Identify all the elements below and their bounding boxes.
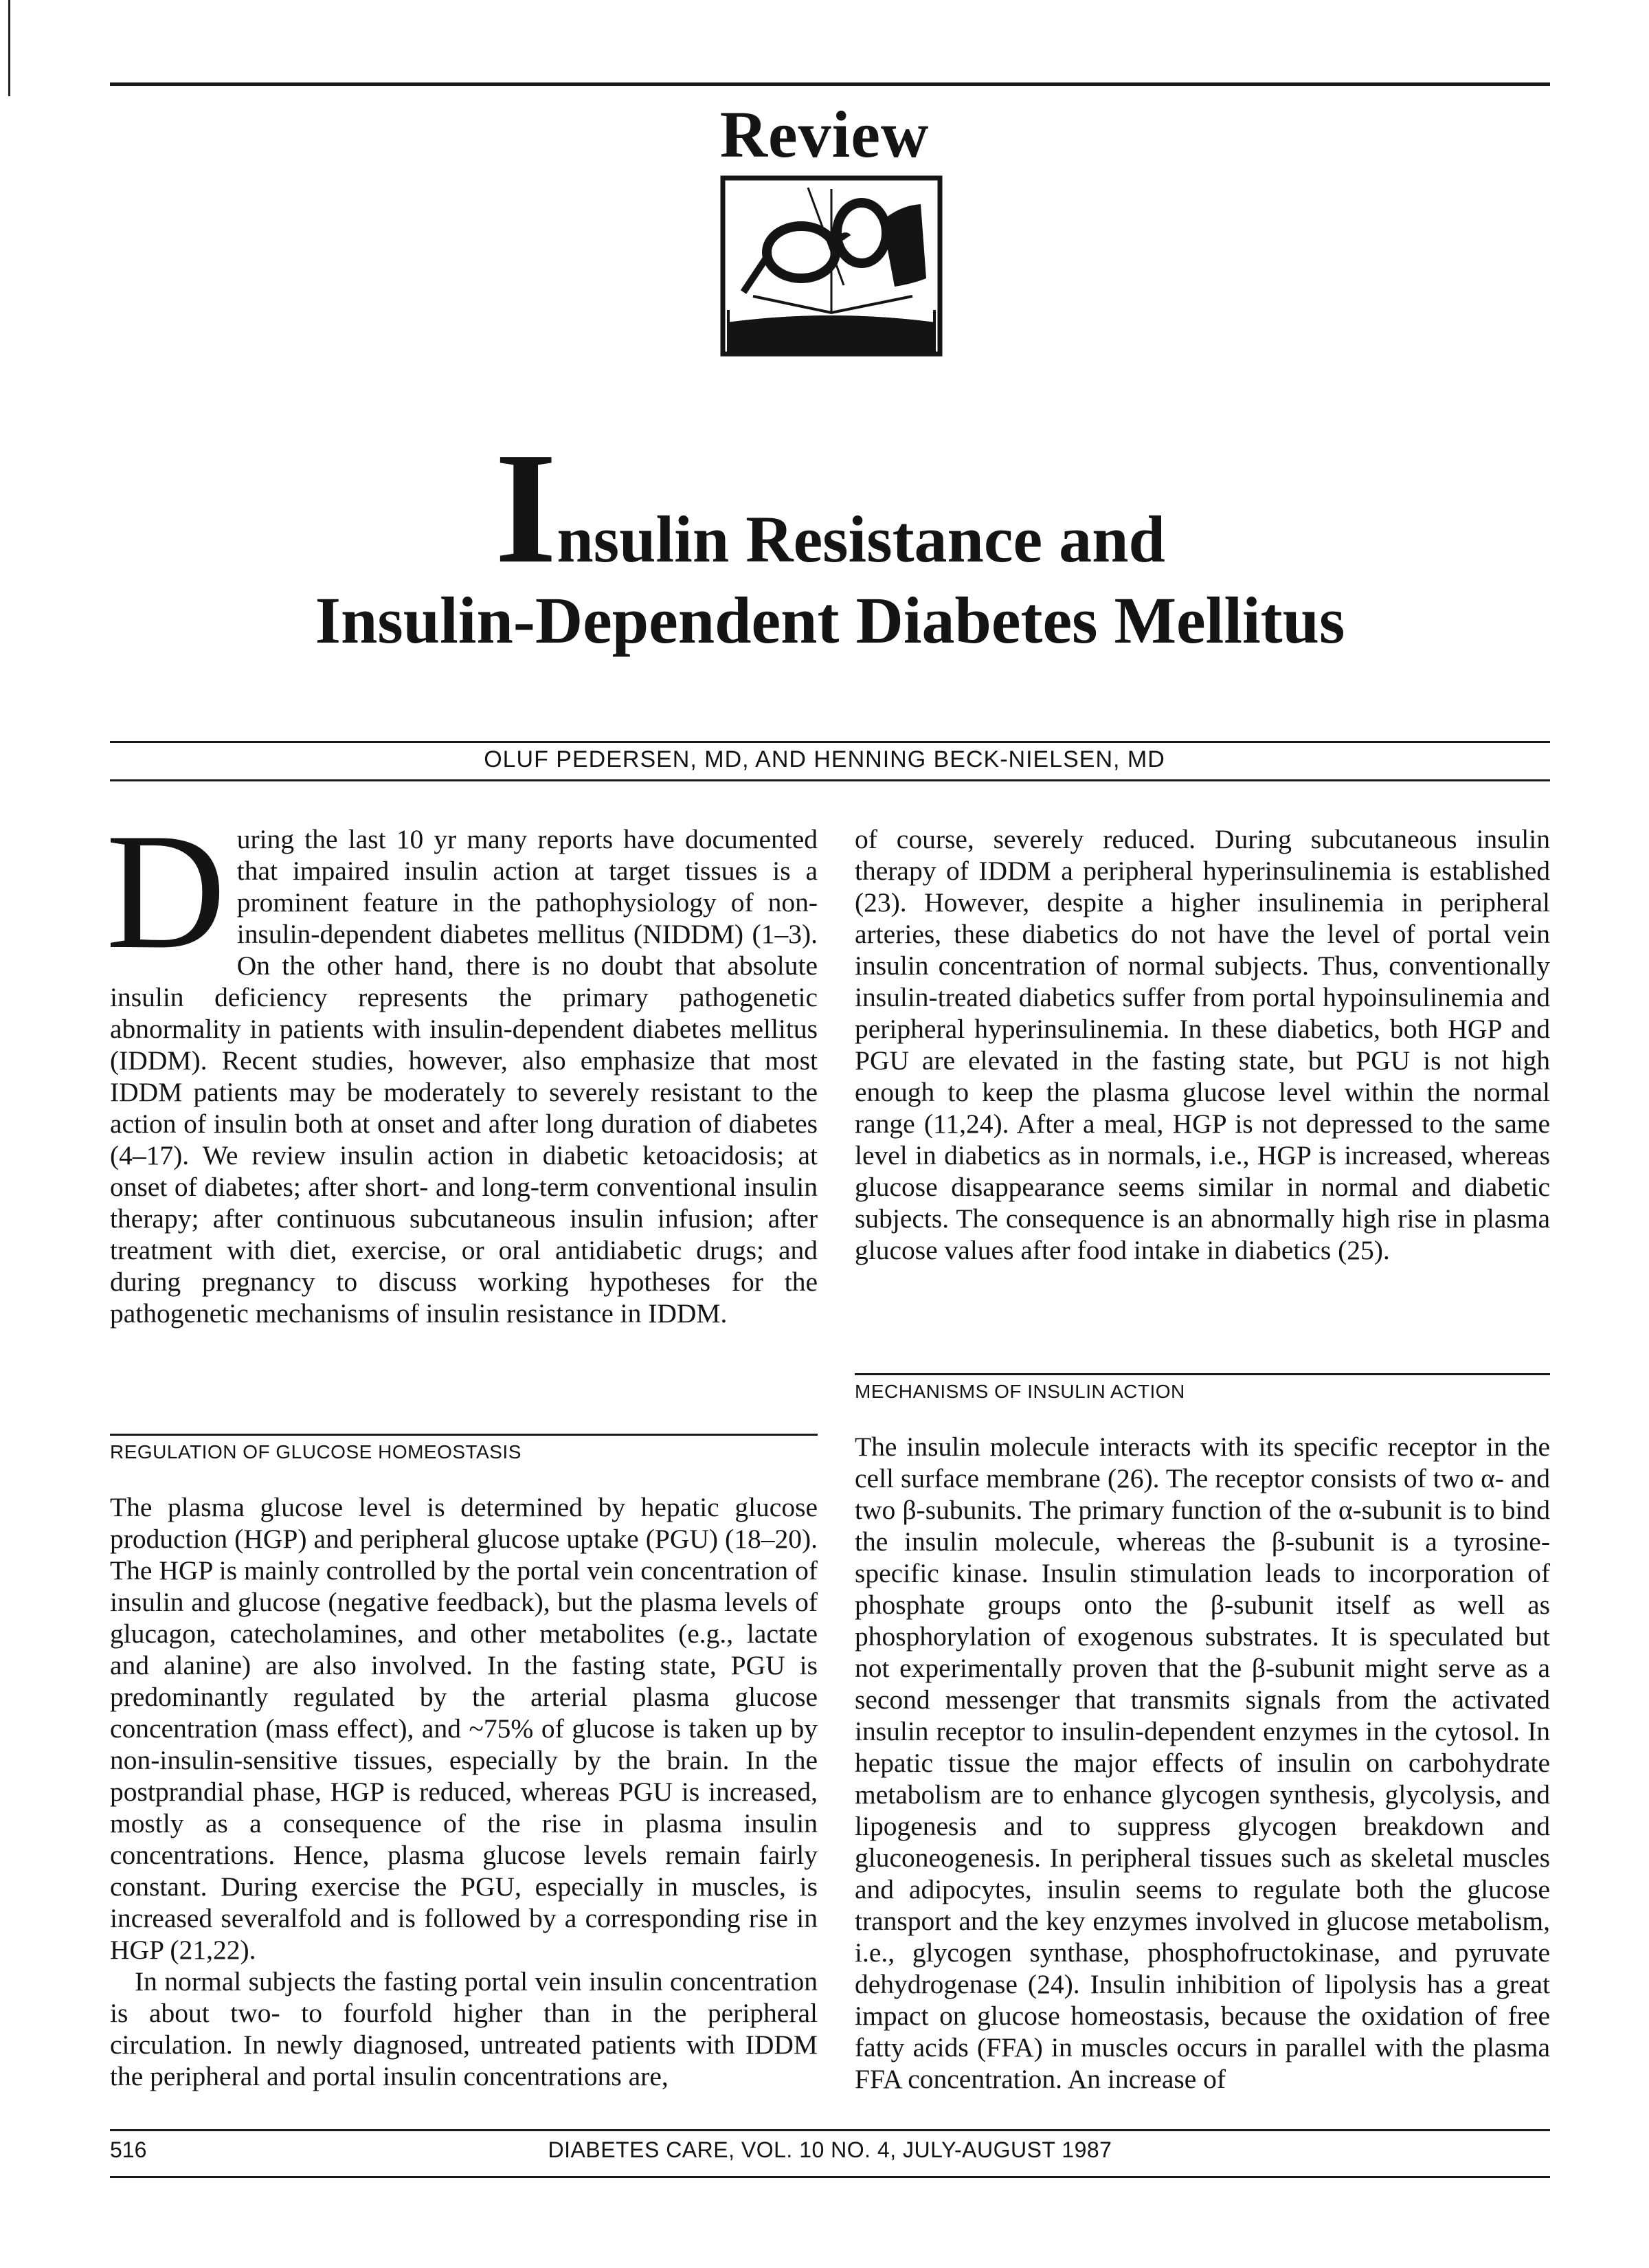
drop-cap: D <box>106 799 226 983</box>
author-list: OLUF PEDERSEN, MD, AND HENNING BECK-NIELSEN, MD <box>484 746 1165 772</box>
section-label: Review <box>719 98 930 171</box>
section-body-insulin-action <box>855 1431 1550 2095</box>
review-emblem-icon <box>720 175 943 357</box>
authors-top-rule <box>110 741 1550 743</box>
paragraph: The insulin molecule interacts with its specific receptor in the cell surface membrane (26). The receptor consists of two α- and two β-subunits. The primary function of the α-subunit is to bind the insulin molecule, whereas the β-subunit is a tyrosine-specific kinase. Insulin stimulation leads to incorporation of phosphate groups onto the β-subunit itself as well as phosphorylation of exogenous substrates. It is speculated but not experimentally proven that the β-subunit might serve as a second messenger that transmits signals from the activated insulin receptor to insulin-dependent enzymes in the cytosol. In hepatic tissue the major effects of insulin on carbohydrate metabolism are to enhance glycogen synthesis, glycolysis, and lipogenesis and to suppress glycogen breakdown and gluconeogenesis. In peripheral tissues such as skeletal muscles and adipocytes, insulin seems to regulate both the glucose transport and the key enzymes involved in glucose metabolism, i.e., glycogen synthase, phosphofructokinase, and pyruvate dehydrogenase (24). Insulin inhibition of lipolysis has a great impact on glucose homeostasis, because the oxidation of free fatty acids (FFA) in muscles occurs in parallel with the plasma FFA concentration. An increase of <box>855 1432 1550 2094</box>
title-line-1: nsulin Resistance and <box>557 502 1165 576</box>
article-title <box>110 420 1550 661</box>
section-heading-glucose-homeostasis: REGULATION OF GLUCOSE HOMEOSTASIS <box>110 1434 818 1463</box>
authors-bottom-rule <box>110 779 1550 781</box>
right-column-continuation <box>855 823 1550 1266</box>
footer-top-rule <box>110 2129 1550 2131</box>
intro-paragraph <box>106 799 818 1329</box>
title-initial: I <box>495 420 557 597</box>
continuation-text: of course, severely reduced. During subcutaneous insulin therapy of IDDM a peripheral hyperinsulinemia is established (23). However, despite a higher insulinemia in peripheral arteries, these diabetics do not have the level of portal vein insulin concentration of normal subjects. Thus, conventionally insulin-treated diabetics suffer from portal hypoinsulinemia and peripheral hyperinsulinemia. In these diabetics, both HGP and PGU are elevated in the fasting state, but PGU is not high enough to keep the plasma glucose level within the normal range (11,24). After a meal, HGP is not depressed to the same level in diabetics as in normals, i.e., HGP is increased, whereas glucose disappearance seems similar in normal and diabetic subjects. The consequence is an abnormally high rise in plasma glucose values after food intake in diabetics (25). <box>855 824 1550 1265</box>
scan-edge-mark <box>8 0 10 96</box>
paragraph: The plasma glucose level is determined by hepatic glucose production (HGP) and peripheral glucose uptake (PGU) (18–20). The HGP is mainly controlled by the portal vein concentration of insulin and glucose (negative feedback), but the plasma levels of glucagon, catecholamines, and other metabolites (e.g., lactate and alanine) are also involved. In the fasting state, PGU is predominantly regulated by the arterial plasma glucose concentration (mass effect), and ~75% of glucose is taken up by non-insulin-sensitive tissues, especially by the brain. In the postprandial phase, HGP is reduced, whereas PGU is increased, mostly as a consequence of the rise in plasma insulin concentrations. Hence, plasma glucose levels remain fairly constant. During exercise the PGU, especially in muscles, is increased severalfold and is followed by a corresponding rise in HGP (21,22). <box>110 1492 818 1965</box>
header-rule <box>110 82 1550 86</box>
intro-text: uring the last 10 yr many reports have documented that impaired insulin action at target tissues is a prominent feature in the pathophysiology of non-insulin-dependent diabetes mellitus (NIDDM) (1–3). On the other hand, there is no doubt that absolute insulin deficiency represents the primary pathogenetic abnormality in patients with insulin-dependent diabetes mellitus (IDDM). Recent studies, however, also emphasize that most IDDM patients may be moderately to severely resistant to the action of insulin both at onset and after long duration of diabetes (4–17). We review insulin action in diabetic ketoacidosis; at onset of diabetes; after short- and long-term conventional insulin therapy; after continuous subcutaneous insulin infusion; after treatment with diet, exercise, or oral antidiabetic drugs; and during pregnancy to discuss working hypotheses for the pathogenetic mechanisms of insulin resistance in IDDM. <box>110 824 818 1328</box>
footer-bottom-rule <box>110 2176 1550 2178</box>
title-line-2: Insulin-Dependent Diabetes Mellitus <box>315 583 1345 657</box>
page-number: 516 <box>110 2137 147 2162</box>
section-heading-insulin-action: MECHANISMS OF INSULIN ACTION <box>855 1373 1550 1403</box>
paragraph: In normal subjects the fasting portal vein insulin concentration is about two- to fourfold higher than in the peripheral circulation. In newly diagnosed, untreated patients with IDDM the peripheral and portal insulin concentrations are, <box>110 1966 818 2091</box>
journal-citation: DIABETES CARE, VOL. 10 NO. 4, JULY-AUGUST 1987 <box>548 2137 1112 2162</box>
section-body-glucose-homeostasis <box>110 1491 818 2092</box>
